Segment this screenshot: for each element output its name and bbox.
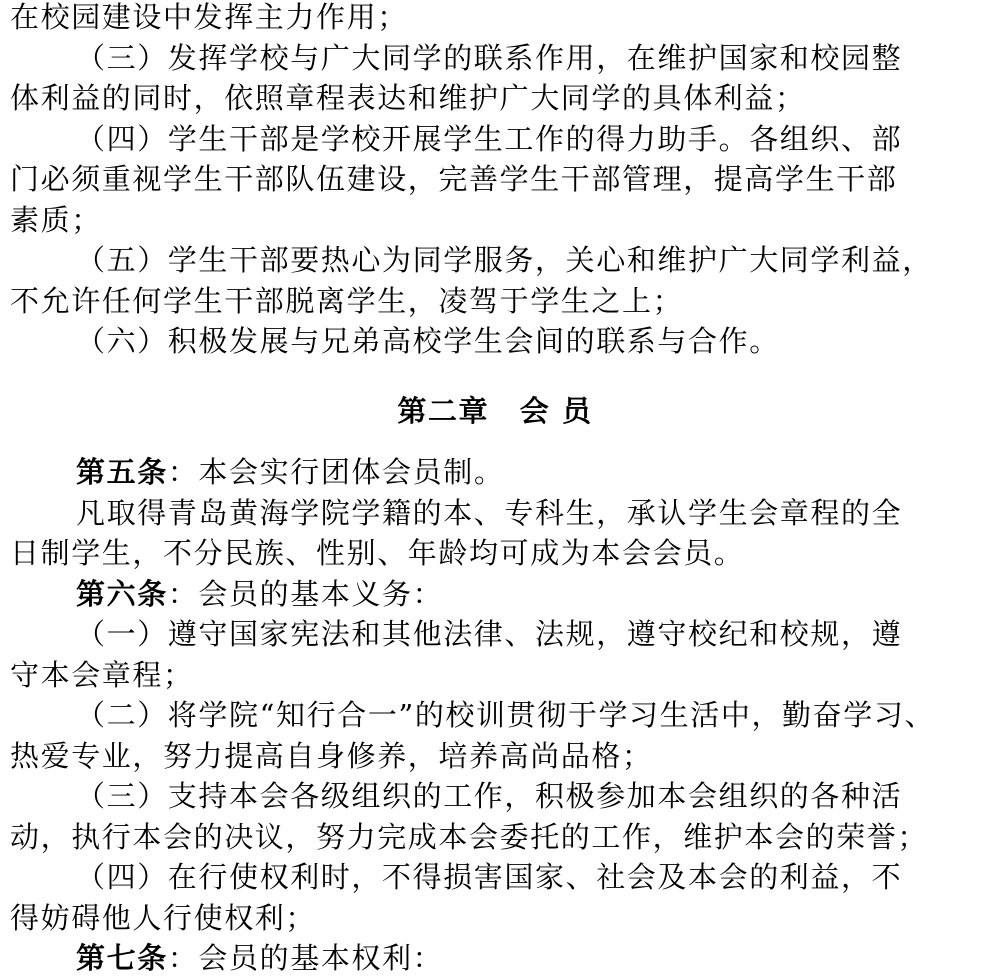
- article-six-head: 第六条: [76, 576, 168, 611]
- article-seven-head: 第七条: [76, 941, 168, 975]
- paragraph-line: （一）遵守国家宪法和其他法律、法规，遵守校纪和校规，遵: [76, 617, 903, 651]
- paragraph-line: （六）积极发展与兄弟高校学生会间的联系与合作。: [76, 324, 780, 358]
- paragraph-line: 动，执行本会的决议，努力完成本会委托的工作，维护本会的荣誉；: [10, 819, 929, 854]
- paragraph-line: （三）发挥学校与广大同学的联系作用，在维护国家和校园整: [76, 40, 903, 75]
- paragraph-line: 守本会章程；: [10, 657, 194, 692]
- article-five-head: 第五条: [76, 455, 168, 489]
- paragraph-line: 不允许任何学生干部脱离学生，凌驾于学生之上；: [10, 283, 684, 318]
- paragraph-line: 素质；: [10, 202, 102, 237]
- article-five-text: ：本会实行团体会员制。: [167, 455, 505, 489]
- paragraph-line: 日制学生，不分民族、性别、年龄均可成为本会会员。: [10, 536, 745, 570]
- article-seven-text: ：会员的基本权利：: [167, 941, 444, 975]
- paragraph-line: 在校园建设中发挥主力作用；: [10, 0, 408, 34]
- article-five-line: [10, 452, 980, 493]
- chapter-heading: 第二章 会 员: [397, 393, 593, 428]
- article-seven-line: [10, 938, 980, 979]
- paragraph-line: （四）在行使权利时，不得损害国家、社会及本会的利益，不: [76, 860, 903, 894]
- document-page: [10, 0, 980, 979]
- paragraph-line: （二）将学院“知行合一”的校训贯彻于学习生活中，勤奋学习、: [76, 698, 936, 732]
- paragraph-line: 门必须重视学生干部队伍建设，完善学生干部管理，提高学生干部: [10, 162, 898, 196]
- paragraph-line: 热爱专业，努力提高自身修养，培养高尚品格；: [10, 738, 653, 773]
- paragraph-line: （五）学生干部要热心为同学服务，关心和维护广大同学利益，: [76, 243, 933, 277]
- paragraph-line: （四）学生干部是学校开展学生工作的得力助手。各组织、部: [76, 121, 903, 156]
- paragraph-line: （三）支持本会各级组织的工作，积极参加本会组织的各种活: [76, 779, 903, 813]
- paragraph-line: 体利益的同时，依照章程表达和维护广大同学的具体利益；: [10, 81, 806, 115]
- article-six-line: [10, 574, 980, 615]
- paragraph-line: 凡取得青岛黄海学院学籍的本、专科生，承认学生会章程的全: [76, 495, 903, 530]
- article-six-text: ：会员的基本义务：: [167, 576, 444, 611]
- paragraph-line: 得妨碍他人行使权利；: [10, 900, 317, 935]
